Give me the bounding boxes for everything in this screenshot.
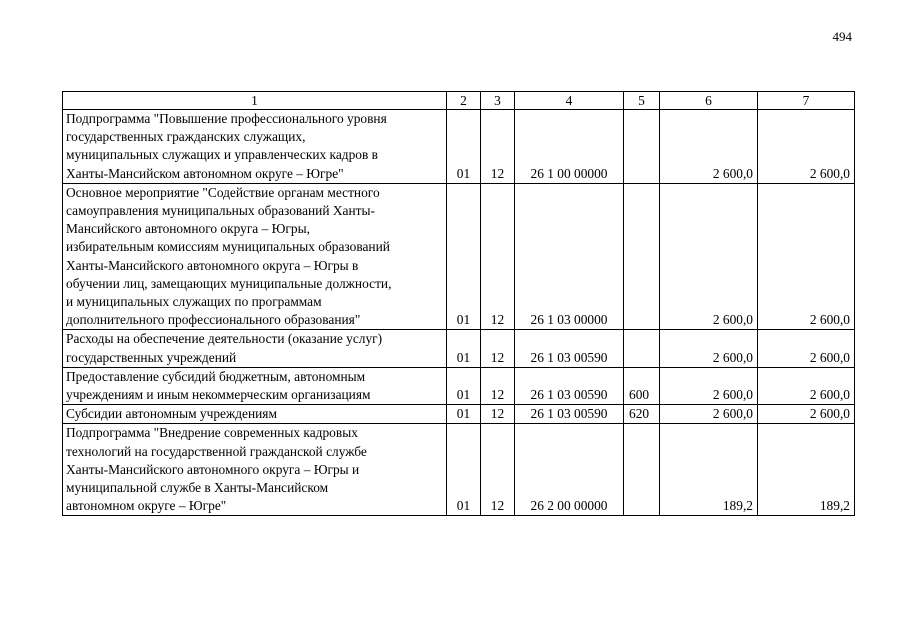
column-header-7: 7 [758, 92, 855, 110]
csr-cell: 26 1 03 00590 [515, 405, 624, 424]
csr-cell: 26 2 00 00000 [515, 424, 624, 516]
amount-2-cell: 2 600,0 [758, 110, 855, 184]
table-row [63, 330, 855, 367]
name-line: технологий на государственной гражданской службе [66, 443, 367, 459]
pr-cell: 12 [481, 424, 515, 516]
csr-cell: 26 1 00 00000 [515, 110, 624, 184]
amount-1-cell: 2 600,0 [660, 367, 758, 404]
amount-2-cell: 2 600,0 [758, 405, 855, 424]
vr-cell [624, 330, 660, 367]
amount-1-cell: 2 600,0 [660, 110, 758, 184]
column-header-5: 5 [624, 92, 660, 110]
amount-1-cell: 189,2 [660, 424, 758, 516]
name-line: избирательным комиссиям муниципальных образований [66, 239, 390, 255]
name-line: Основное мероприятие "Содействие органам местного [66, 184, 380, 200]
rz-cell: 01 [447, 405, 481, 424]
budget-table [62, 91, 855, 516]
name-line: Подпрограмма "Внедрение современных кадровых [66, 425, 358, 441]
page-number: 494 [832, 29, 852, 44]
column-header-1: 1 [63, 92, 447, 110]
name-line: Предоставление субсидий бюджетным, автономным [66, 368, 366, 384]
column-header-3: 3 [481, 92, 515, 110]
pr-cell: 12 [481, 405, 515, 424]
amount-2-cell: 189,2 [758, 424, 855, 516]
name-line: муниципальной службе в Ханты-Мансийском [66, 480, 329, 496]
csr-cell: 26 1 03 00590 [515, 330, 624, 367]
name-line: самоуправления муниципальных образований Ханты- [66, 203, 375, 219]
vr-cell: 620 [624, 405, 660, 424]
pr-cell: 12 [481, 367, 515, 404]
row-name [63, 367, 447, 404]
csr-cell: 26 1 03 00590 [515, 367, 624, 404]
column-header-2: 2 [447, 92, 481, 110]
column-header-6: 6 [660, 92, 758, 110]
rz-cell: 01 [447, 110, 481, 184]
table-row [63, 424, 855, 516]
pr-cell: 12 [481, 330, 515, 367]
name-line: дополнительного профессионального образования" [66, 312, 361, 328]
row-name [63, 110, 447, 184]
table-header [63, 92, 855, 110]
table-row [63, 367, 855, 404]
amount-1-cell: 2 600,0 [660, 405, 758, 424]
amount-2-cell: 2 600,0 [758, 367, 855, 404]
pr-cell: 12 [481, 110, 515, 184]
vr-cell [624, 183, 660, 330]
name-line: Субсидии автономным учреждениям [66, 406, 277, 422]
rz-cell: 01 [447, 424, 481, 516]
amount-2-cell: 2 600,0 [758, 330, 855, 367]
name-line: государственных гражданских служащих, [66, 129, 306, 145]
name-line: Мансийского автономного округа – Югры, [66, 221, 310, 237]
amount-1-cell: 2 600,0 [660, 183, 758, 330]
name-line: Ханты-Мансийском автономном округе – Югре" [66, 165, 344, 181]
name-line: Подпрограмма "Повышение профессионального уровня [66, 111, 387, 126]
column-header-4: 4 [515, 92, 624, 110]
table-row [63, 110, 855, 184]
name-line: государственных учреждений [66, 349, 237, 365]
vr-cell [624, 424, 660, 516]
name-line: автономном округе – Югре" [66, 498, 227, 514]
name-line: Ханты-Мансийского автономного округа – Югры и [66, 461, 360, 477]
name-line: Расходы на обеспечение деятельности (оказание услуг) [66, 331, 383, 347]
header-row [63, 92, 855, 110]
table-row [63, 183, 855, 330]
csr-cell: 26 1 03 00000 [515, 183, 624, 330]
amount-1-cell: 2 600,0 [660, 330, 758, 367]
name-line: обучении лиц, замещающих муниципальные должности, [66, 275, 392, 291]
rz-cell: 01 [447, 367, 481, 404]
name-line: учреждениям и иным некоммерческим организациям [66, 387, 371, 403]
name-line: и муниципальных служащих по программам [66, 294, 322, 310]
vr-cell: 600 [624, 367, 660, 404]
name-line: муниципальных служащих и управленческих кадров в [66, 147, 378, 163]
vr-cell [624, 110, 660, 184]
pr-cell: 12 [481, 183, 515, 330]
rz-cell: 01 [447, 183, 481, 330]
row-name [63, 183, 447, 330]
row-name [63, 330, 447, 367]
row-name [63, 405, 447, 424]
row-name [63, 424, 447, 516]
rz-cell: 01 [447, 330, 481, 367]
name-line: Ханты-Мансийского автономного округа – Югры в [66, 257, 359, 273]
table-row [63, 405, 855, 424]
amount-2-cell: 2 600,0 [758, 183, 855, 330]
